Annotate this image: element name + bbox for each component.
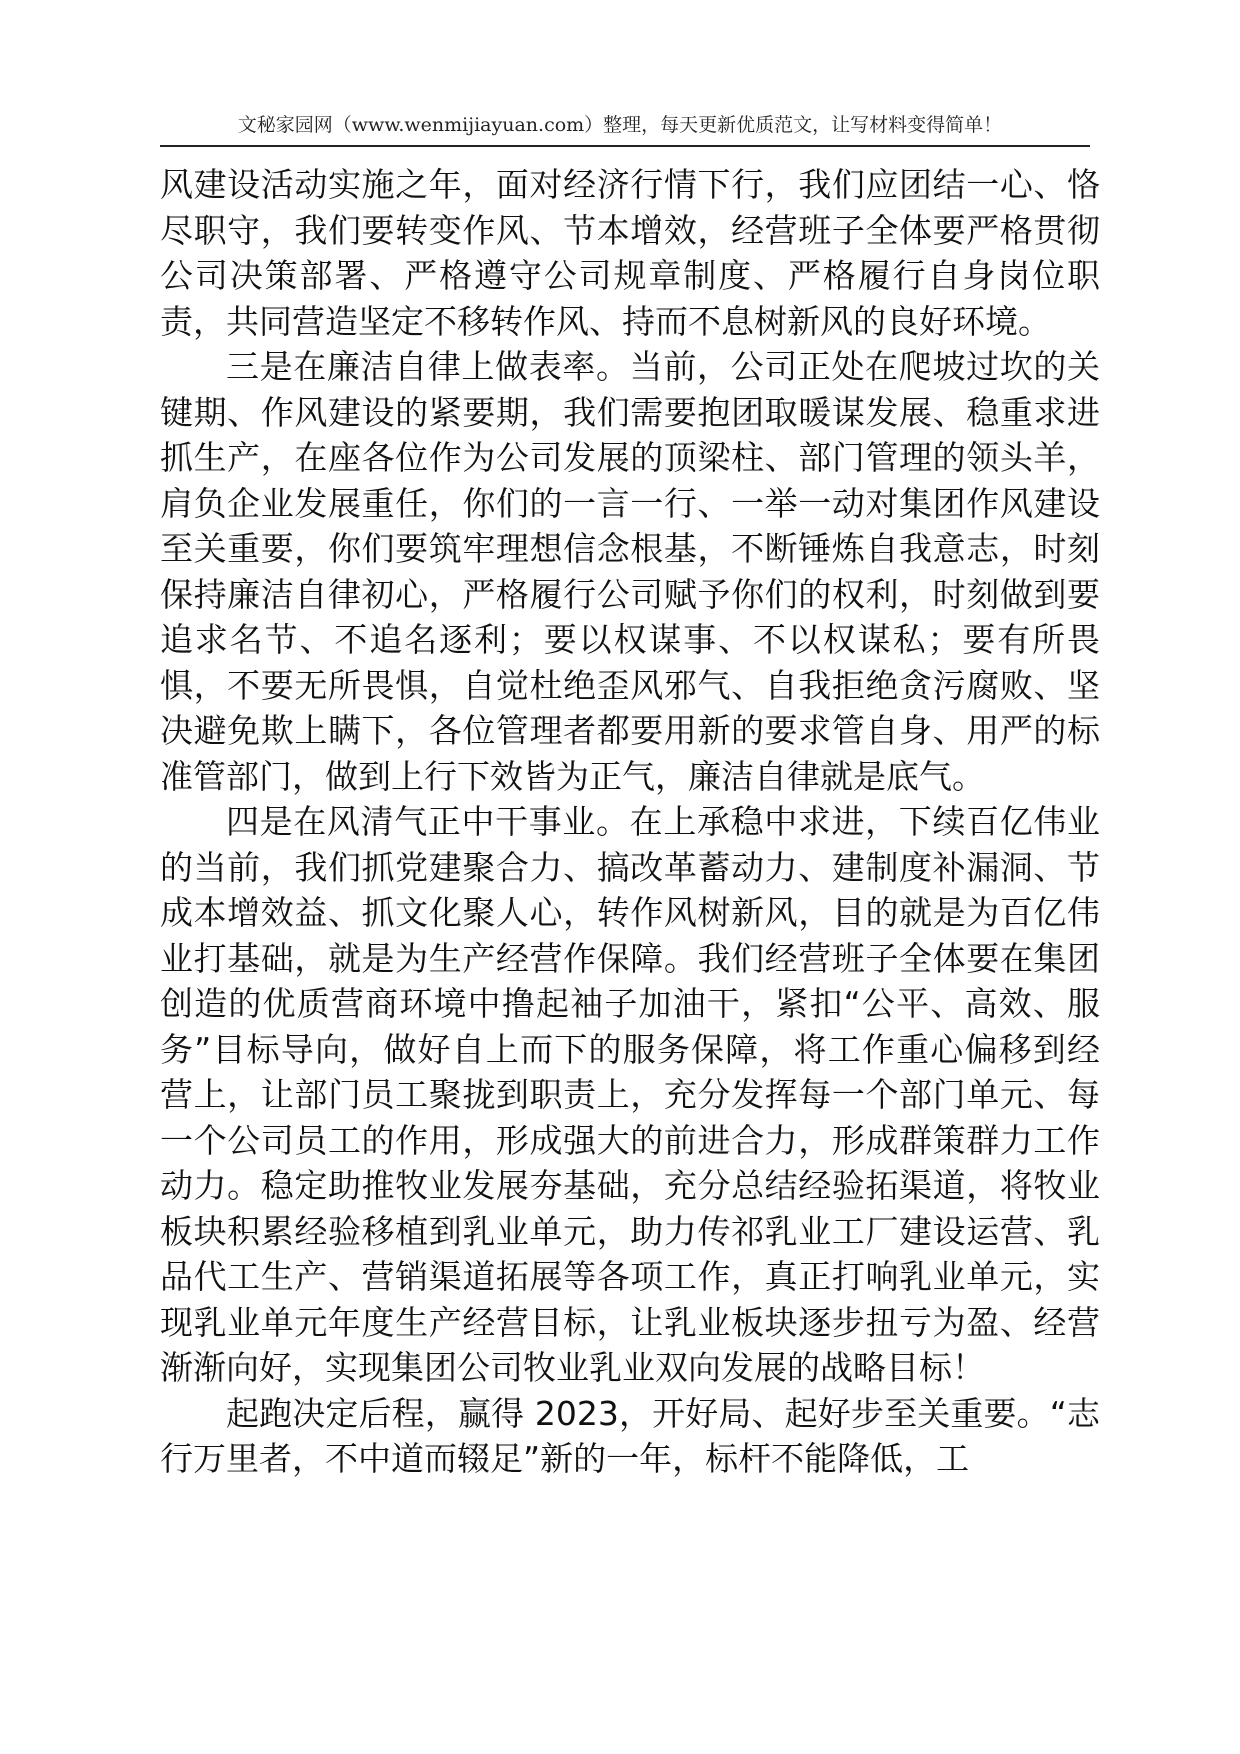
document-body (160, 162, 1100, 1482)
paragraph-start: 起跑决定后程，赢得 2023，开好局、起好步至关重要。“志行万里者，不中道而辍足”新的一年，标杆不能降低，工 (160, 1393, 1100, 1478)
page-header: 文秘家园网（www.wenmijiayuan.com）整理，每天更新优质范文，让写材料变得简单！ (237, 114, 1003, 136)
header-divider (160, 145, 1090, 147)
paragraph-continuation: 风建设活动实施之年，面对经济行情下行，我们应团结一心、恪尽职守，我们要转变作风、节本增效，经营班子全体要严格贯彻公司决策部署、严格遵守公司规章制度、严格履行自身岗位职责，共同营造坚定不移转作风、持而不息树新风的良好环境。 (160, 165, 1100, 341)
paragraph-integrity: 三是在廉洁自律上做表率。当前，公司正处在爬坡过坎的关键期、作风建设的紧要期，我们需要抱团取暖谋发展、稳重求进抓生产，在座各位作为公司发展的顶梁柱、部门管理的领头羊，肩负企业发展重任，你们的一言一行、一举一动对集团作风建设至关重要，你们要筑牢理想信念根基，不断锤炼自我意志，时刻保持廉洁自律初心，严格履行公司赋予你们的权利，时刻做到要追求名节、不追名逐利；要以权谋事、不以权谋私；要有所畏惧，不要无所畏惧，自觉杜绝歪风邪气、自我拒绝贪污腐败、坚决避免欺上瞒下，各位管理者都要用新的要求管自身、用严的标准管部门，做到上行下效皆为正气，廉洁自律就是底气。 (160, 347, 1100, 796)
paragraph-career: 四是在风清气正中干事业。在上承稳中求进，下续百亿伟业的当前，我们抓党建聚合力、搞改革蓄动力、建制度补漏洞、节成本增效益、抓文化聚人心，转作风树新风，目的就是为百亿伟业打基础，就是为生产经营作保障。我们经营班子全体要在集团创造的优质营商环境中撸起袖子加油干，紧扣“公平、高效、服务”目标导向，做好自上而下的服务保障，将工作重心偏移到经营上，让部门员工聚拢到职责上，充分发挥每一个部门单元、每一个公司员工的作用，形成强大的前进合力，形成群策群力工作动力。稳定助推牧业发展夯基础，充分总结经验拓渠道，将牧业板块积累经验移植到乳业单元，助力传祁乳业工厂建设运营、乳品代工生产、营销渠道拓展等各项工作，真正打响乳业单元，实现乳业单元年度生产经营目标，让乳业板块逐步扭亏为盈、经营渐渐向好，实现集团公司牧业乳业双向发展的战略目标！ (160, 802, 1100, 1387)
